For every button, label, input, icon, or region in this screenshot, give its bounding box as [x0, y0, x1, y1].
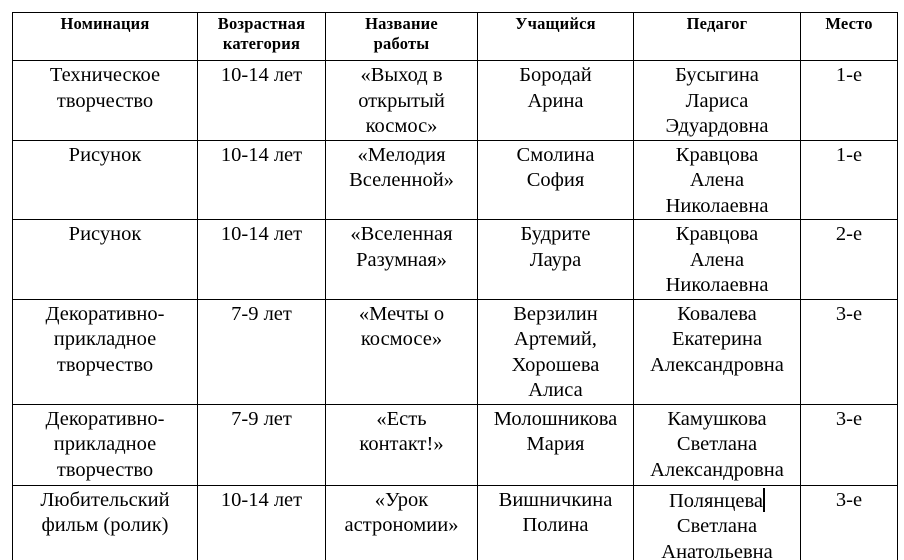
cell-nomination[interactable]: Техническое творчество: [13, 61, 198, 141]
cell-nomination[interactable]: Декоративно- прикладное творчество: [13, 299, 198, 404]
table-row: [13, 299, 898, 404]
cell-student[interactable]: Бородай Арина: [478, 61, 634, 141]
cell-teacher[interactable]: Кравцова Алена Николаевна: [634, 140, 801, 220]
table-row: [13, 220, 898, 300]
cell-student[interactable]: Будрите Лаура: [478, 220, 634, 300]
cell-student[interactable]: Молошникова Мария: [478, 404, 634, 485]
text-cursor: [763, 488, 765, 512]
cell-teacher[interactable]: Бусыгина Лариса Эдуардовна: [634, 61, 801, 141]
table-row: [13, 404, 898, 485]
cell-place[interactable]: 3-е: [801, 485, 898, 560]
cell-title[interactable]: «Вселенная Разумная»: [326, 220, 478, 300]
cell-age[interactable]: 7-9 лет: [198, 299, 326, 404]
header-row: [13, 13, 898, 61]
cell-age[interactable]: 10-14 лет: [198, 140, 326, 220]
cell-student[interactable]: Вишничкина Полина: [478, 485, 634, 560]
table-row: [13, 140, 898, 220]
cell-title[interactable]: «Урок астрономии»: [326, 485, 478, 560]
cell-nomination[interactable]: Любительский фильм (ролик): [13, 485, 198, 560]
cell-teacher[interactable]: Камушкова Светлана Александровна: [634, 404, 801, 485]
cell-place[interactable]: 1-е: [801, 61, 898, 141]
cell-student[interactable]: Верзилин Артемий, Хорошева Алиса: [478, 299, 634, 404]
results-table: [12, 12, 898, 560]
cell-age[interactable]: 10-14 лет: [198, 220, 326, 300]
cell-title[interactable]: «Мелодия Вселенной»: [326, 140, 478, 220]
header-student: Учащийся: [478, 13, 634, 61]
cell-place[interactable]: 3-е: [801, 404, 898, 485]
cell-nomination[interactable]: Рисунок: [13, 140, 198, 220]
cell-place[interactable]: 1-е: [801, 140, 898, 220]
cell-title[interactable]: «Мечты о космосе»: [326, 299, 478, 404]
cell-teacher[interactable]: Полянцева Светлана Анатольевна: [634, 485, 801, 560]
cell-age[interactable]: 10-14 лет: [198, 485, 326, 560]
cell-nomination[interactable]: Декоративно- прикладное творчество: [13, 404, 198, 485]
table-row: [13, 61, 898, 141]
cell-teacher[interactable]: Ковалева Екатерина Александровна: [634, 299, 801, 404]
cell-place[interactable]: 3-е: [801, 299, 898, 404]
cell-place[interactable]: 2-е: [801, 220, 898, 300]
table-row: [13, 485, 898, 560]
cell-age[interactable]: 7-9 лет: [198, 404, 326, 485]
header-teacher: Педагог: [634, 13, 801, 61]
header-work-title: Название работы: [326, 13, 478, 61]
cell-student[interactable]: Смолина София: [478, 140, 634, 220]
cell-age[interactable]: 10-14 лет: [198, 61, 326, 141]
cell-nomination[interactable]: Рисунок: [13, 220, 198, 300]
cell-title[interactable]: «Есть контакт!»: [326, 404, 478, 485]
cell-title[interactable]: «Выход в открытый космос»: [326, 61, 478, 141]
header-nomination: Номинация: [13, 13, 198, 61]
header-age-category: Возрастная категория: [198, 13, 326, 61]
cell-teacher[interactable]: Кравцова Алена Николаевна: [634, 220, 801, 300]
header-place: Место: [801, 13, 898, 61]
